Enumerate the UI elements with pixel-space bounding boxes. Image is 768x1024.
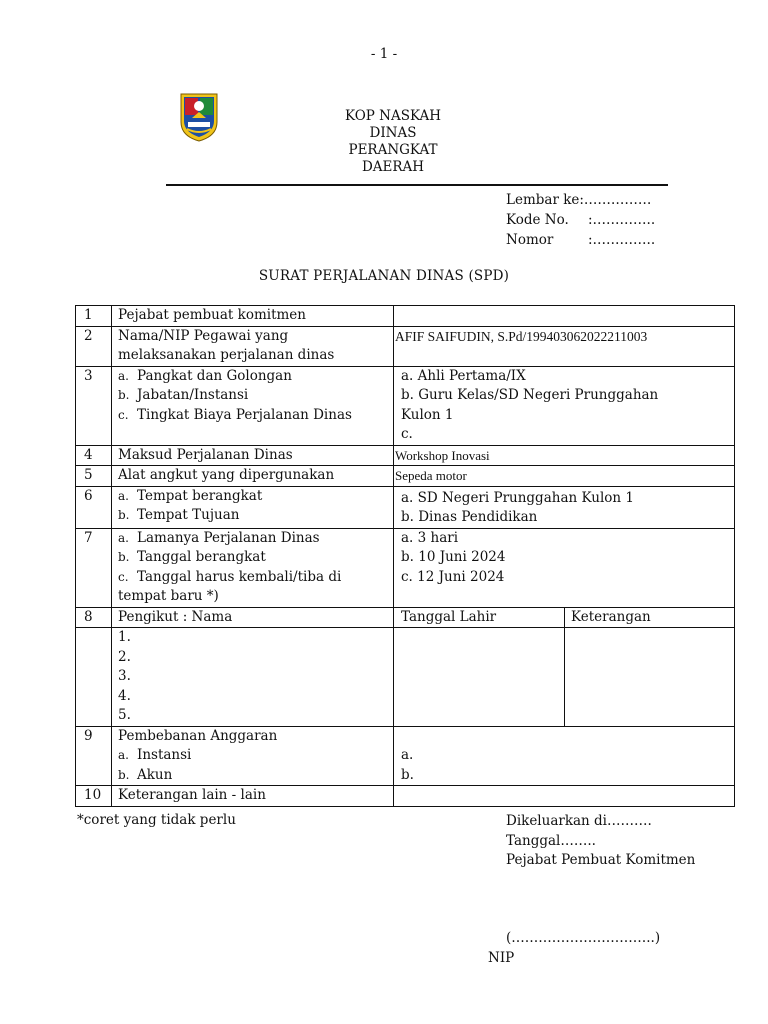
sub-letter: b.	[118, 508, 130, 522]
sub-label: Tempat berangkat	[137, 487, 263, 504]
table-row	[76, 726, 735, 786]
list-item: 1.	[118, 629, 131, 645]
signature-name-placeholder: (…………………………..)	[506, 930, 661, 946]
footnote: *coret yang tidak perlu	[77, 812, 236, 828]
row-label	[112, 486, 394, 528]
return-date-value: c. 12 Juni 2024	[401, 568, 505, 585]
departure-date-value: b. 10 Juni 2024	[401, 549, 506, 565]
issued-date: Tanggal……..	[506, 832, 596, 849]
sub-letter: b.	[118, 767, 130, 782]
row-number: 10	[76, 786, 112, 807]
lembar-text: Lembar ke:……………	[506, 192, 652, 208]
list-item: 5.	[118, 707, 131, 723]
page-number: - 1 -	[370, 46, 398, 62]
position-value-cont: Kulon 1	[401, 406, 454, 423]
row-number: 5	[76, 466, 112, 487]
table-row	[76, 366, 735, 445]
sub-label: Lamanya Perjalanan Dinas	[137, 529, 320, 546]
table-row	[76, 306, 735, 327]
letterhead-block	[320, 108, 466, 176]
row-label: Keterangan lain - lain	[112, 786, 394, 807]
row-label: Pejabat pembuat komitmen	[112, 306, 394, 327]
issued-at: Dikeluarkan di……….	[506, 813, 652, 829]
sub-letter: b.	[118, 388, 130, 402]
row-label-line: melaksanakan perjalanan dinas	[118, 347, 335, 363]
table-row	[76, 528, 735, 607]
col-header-notes: Keterangan	[565, 607, 735, 628]
row-number: 6	[76, 486, 112, 528]
employee-name-nip: AFIF SAIFUDIN, S.Pd/199403062022211003	[394, 326, 735, 366]
document-title: SURAT PERJALANAN DINAS (SPD)	[258, 268, 510, 284]
sub-label: Jabatan/Instansi	[137, 387, 249, 403]
letterhead-line-3: PERANGKAT	[348, 142, 438, 158]
row-number: 1	[76, 306, 112, 327]
nip-label: NIP	[488, 950, 515, 966]
table-row	[76, 786, 735, 807]
signature-block	[506, 812, 695, 871]
row-value	[394, 366, 735, 445]
row-label: Maksud Perjalanan Dinas	[112, 445, 394, 466]
nomor-value: :…………..	[588, 232, 656, 248]
row-label	[112, 326, 394, 366]
follower-dob-cell	[394, 628, 565, 727]
letterhead-line-1: KOP NASKAH	[344, 108, 442, 124]
row-number: 7	[76, 528, 112, 607]
agency-value: a.	[401, 747, 414, 763]
sub-letter: c.	[118, 407, 129, 422]
sub-label: Akun	[137, 766, 173, 783]
row-number: 8	[76, 607, 112, 628]
col-header-dob: Tanggal Lahir	[394, 607, 565, 628]
official-title: Pejabat Pembuat Komitmen	[506, 852, 696, 868]
kode-label: Kode No.	[506, 212, 569, 228]
follower-notes-cell	[565, 628, 735, 727]
row-number	[76, 628, 112, 727]
spd-table	[75, 305, 735, 807]
duration-value: a. 3 hari	[401, 529, 459, 546]
table-row	[76, 466, 735, 487]
row-value	[394, 306, 735, 327]
nomor-row	[506, 230, 655, 250]
list-item: 3.	[118, 668, 131, 684]
list-item: 2.	[118, 648, 131, 665]
row-value	[394, 786, 735, 807]
sub-label: Pangkat dan Golongan	[137, 367, 292, 384]
sub-label: Tanggal harus kembali/tiba di	[137, 568, 342, 585]
row-number: 2	[76, 326, 112, 366]
sub-letter: a.	[118, 748, 129, 762]
letterhead-line-2: DINAS	[369, 125, 417, 141]
document-meta	[506, 190, 655, 250]
sub-letter: a.	[118, 488, 129, 503]
sub-letter: a.	[118, 368, 129, 383]
rank-value: a. Ahli Pertama/IX	[401, 367, 526, 384]
kode-value: :…………..	[588, 212, 656, 228]
table-row	[76, 628, 735, 727]
transport-value: Sepeda motor	[394, 466, 735, 487]
row-value	[394, 726, 735, 786]
table-row	[76, 486, 735, 528]
destination-value: b. Dinas Pendidikan	[401, 509, 538, 525]
row-value	[394, 528, 735, 607]
sub-label: Tingkat Biaya Perjalanan Dinas	[137, 406, 352, 423]
row-label: Pengikut : Nama	[112, 607, 394, 628]
row-label: Alat angkut yang dipergunakan	[112, 466, 394, 487]
kode-row	[506, 210, 655, 230]
lembar-row	[506, 190, 655, 210]
row-label-line: Nama/NIP Pegawai yang	[118, 327, 289, 344]
sub-label: Instansi	[137, 747, 192, 763]
follower-list	[112, 628, 394, 727]
table-row	[76, 326, 735, 366]
cost-level-value: c.	[401, 426, 413, 442]
header-divider	[166, 184, 668, 186]
table-row	[76, 445, 735, 466]
table-row	[76, 607, 735, 628]
row-number: 9	[76, 726, 112, 786]
purpose-value: Workshop Inovasi	[394, 445, 735, 466]
sub-letter: a.	[118, 530, 129, 545]
row-number: 3	[76, 366, 112, 445]
row-label-line: Pembebanan Anggaran	[118, 727, 278, 744]
nomor-label: Nomor	[506, 232, 554, 248]
row-label	[112, 528, 394, 607]
departure-place-value: a. SD Negeri Prunggahan Kulon 1	[401, 489, 634, 506]
account-value: b.	[401, 766, 414, 783]
sub-label: Tanggal berangkat	[137, 549, 266, 565]
row-label	[112, 366, 394, 445]
sub-letter: c.	[118, 569, 129, 584]
row-value	[394, 486, 735, 528]
position-value: b. Guru Kelas/SD Negeri Prunggahan	[401, 387, 659, 403]
row-number: 4	[76, 445, 112, 466]
sub-letter: b.	[118, 550, 130, 564]
list-item: 4.	[118, 687, 131, 704]
regional-government-crest-icon	[178, 92, 220, 142]
letterhead-line-4: DAERAH	[361, 159, 425, 175]
sub-label-cont: tempat baru *)	[118, 588, 219, 604]
sub-label: Tempat Tujuan	[137, 507, 240, 523]
row-label	[112, 726, 394, 786]
